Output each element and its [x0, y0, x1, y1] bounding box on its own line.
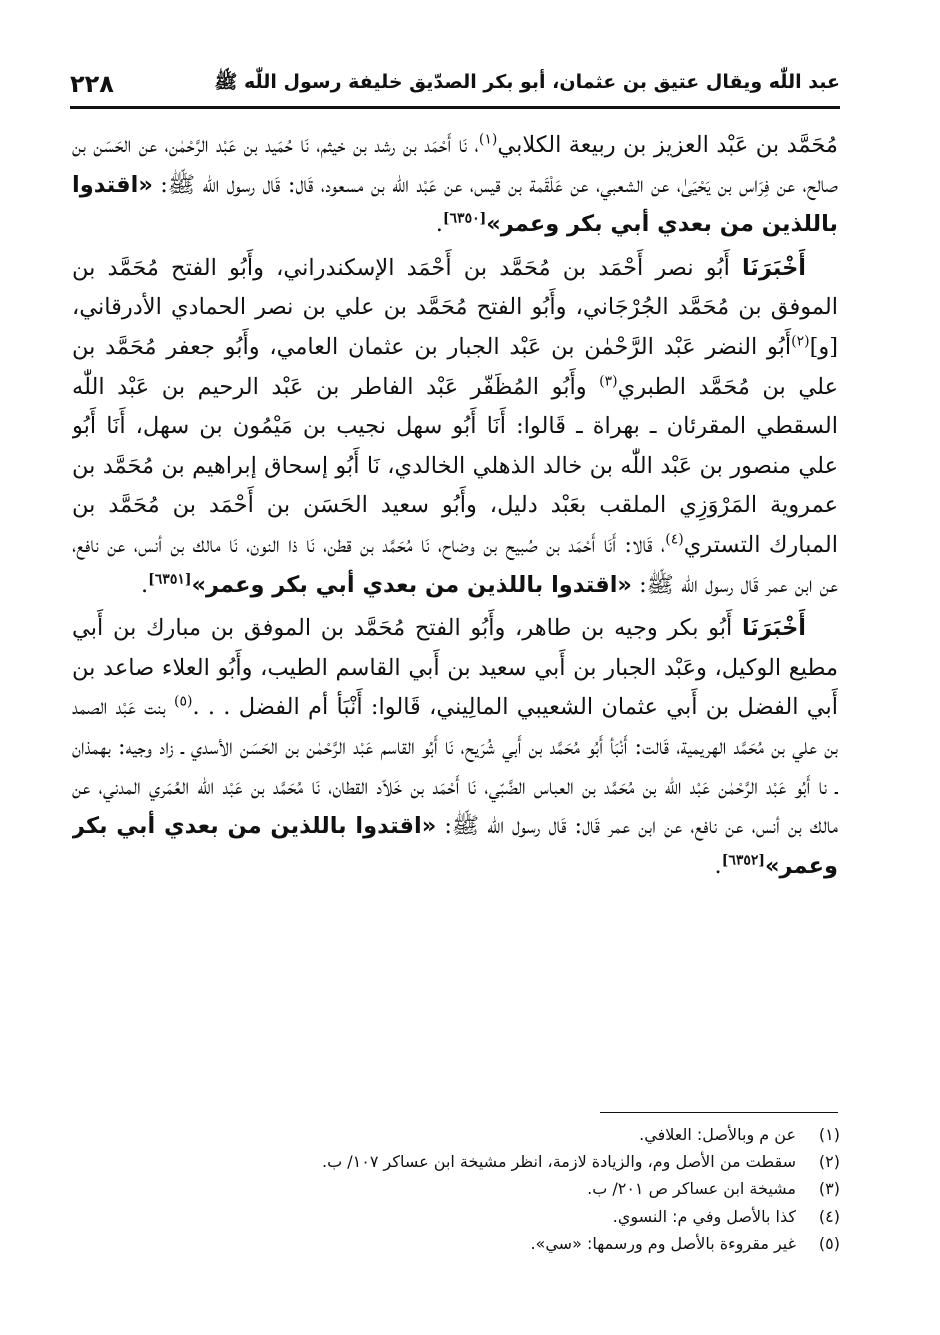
footnote-number: (٤) [818, 1206, 840, 1226]
footnote-number: (١) [818, 1125, 840, 1144]
text-run: ، قَالا: أَنَا أَحْمَد بن صُبيح بن وضاح، نَا مُحَمَّد بن قطن، نَا ذا النون، نَا مالك بن أنس، عن نافع، عن ابن عمر قَال رسول اللّٰه ﷺ: [72, 531, 838, 598]
text-run: أَبُو نصر أَحْمَد بن مُحَمَّد بن أَحْمَد الإسكندراني، وأَبُو الفتح مُحَمَّد بن الموفق بن مُحَمَّد الجُرْجَاني، وأَبُو الفتح مُحَمَّد بن علي بن نصر الحمادي الأدرقاني، [و] [72, 254, 838, 360]
akhbarana-keyword: أَخْبَرَنَا [741, 615, 806, 642]
text-run: مُحَمَّد بن عَبْد العزيز بن ربيعة الكلابي [497, 132, 838, 158]
hadith-quote: «اقتدوا باللذين من بعدي أبي بكر وعمر» [191, 571, 632, 598]
main-text [72, 126, 838, 1086]
text-run: . [435, 211, 443, 238]
paragraph [72, 249, 838, 605]
footnote-ref: (١) [478, 131, 498, 148]
hadith-number: [٦٣٥٠] [442, 210, 487, 227]
page-number: ٢٢٨ [70, 70, 114, 98]
text-run: . [714, 852, 722, 879]
paragraph [72, 126, 838, 245]
page-header [70, 64, 840, 104]
footnote-number: (٢) [818, 1152, 840, 1172]
hadith-number: [٦٣٥١] [148, 571, 192, 588]
hadith-number: [٦٣٥٢] [721, 852, 766, 869]
footnote-ref: (٣) [599, 373, 618, 390]
footnote-divider [600, 1112, 838, 1113]
footnote-text: مشيخة ابن عساكر ص ٢٠١/ ب. [587, 1179, 796, 1199]
text-run: بنت عَبْد الصمد بن علي بن مُحَمَّد الهريمية، قَالت: أَنْبَأ أَبُو مُحَمَّد بن أَبي شُرَيح، نَا أَبُو القاسم عَبْد الرَّحْمٰن بن الحَسَن الأسدي ـ زاد وجيه: بهمذان ـ نا أَبُو عَبْد الرَّحْمٰن عَبْد اللّٰه بن مُحَمَّد بن العباس الضَّبّي، نَا أَحْمَد بن خَلاّد القطان، نَا مُحَمَّد بن عَبْد اللّٰه العُمَري المدني، عن مالك بن أنس، عن نافع، عن ابن عمر قَال: قَال رسول اللّٰه ﷺ: [72, 694, 838, 840]
footnote-number: (٥) [818, 1233, 840, 1253]
footnote-ref: (٤) [665, 531, 684, 548]
footnote-ref: (٢) [791, 333, 810, 350]
running-title: عبد اللّٰه ويقال عتيق بن عثمان، أبو بكر الصدّيق خليفة رسول اللّٰه ﷺ [214, 71, 840, 93]
akhbarana-keyword: أَخْبَرَنَا [741, 254, 806, 281]
text-run: وأَبُو المُظَفّر عَبْد الفاطر بن عَبْد الرحيم بن عَبْد اللّٰه السقطي المقرئان ـ بهراة ـ قَالوا: أَنَا أَبُو سهل نجيب بن مَيْمُون بن سهل، أَنَا أَبُو علي منصور بن عَبْد اللّٰه بن خالد الذهلي الخالدي، نَا أَبُو إسحاق إبراهيم بن مُحَمَّد بن عمروية المَرْوَزِي الملقب بعَبْد دليل، وأَبُو سعيد الحَسَن بن أَحْمَد بن مُحَمَّد بن المبارك التستري [72, 373, 838, 558]
hadith-quote: «اقتدوا باللذين من بعدي أبي بكر وعمر» [72, 171, 838, 238]
footnote-ref: (٥) [174, 693, 193, 710]
paragraph [72, 609, 838, 886]
hadith-quote: «اقتدوا باللذين من بعدي أبي بكر وعمر» [72, 813, 838, 879]
footnote-text: عن م وبالأصل: العلافي. [639, 1125, 796, 1144]
header-divider [70, 106, 840, 109]
footnotes [230, 1121, 840, 1301]
text-run: أَبُو النضر عَبْد الرَّحْمٰن بن عَبْد الجبار بن عثمان العامي، وأَبُو جعفر مُحَمَّد بن علي بن مُحَمَّد الطبري [72, 333, 838, 400]
footnote [230, 1148, 840, 1175]
footnote-number: (٣) [818, 1179, 840, 1199]
footnote-text: كذا بالأصل وفي م: النسوي. [612, 1206, 796, 1226]
footnote [230, 1230, 840, 1257]
footnote [230, 1175, 840, 1202]
footnote-text: سقطت من الأصل وم، والزيادة لازمة، انظر مشيخة ابن عساكر ١٠٧/ ب. [322, 1152, 796, 1172]
footnote [230, 1203, 840, 1230]
text-run: ، نَا أَحْمَد بن رشد بن خيثم، نَا حُمَيد بن عَبْد الرَّحْمٰن، عن الحَسَن بن صالح، عن فِرَاس بن يَحْيَىٰ، عن الشعبي، عن عَلْقَمة بن قيس، عن عَبْد اللّٰه بن مسعود، قَال: قَال رسول اللّٰه ﷺ: [72, 132, 838, 198]
text-run: أَبُو بكر وجيه بن طاهر، وأَبُو الفتح مُحَمَّد بن الموفق بن مبارك بن أَبي مطيع الوكيل، وعَبْد الجبار بن أَبي سعيد بن أَبي القاسم الطيب، وأَبُو العلاء صاعد بن أَبي الفضل بن أَبي عثمان الشعيبي المالِيني، قَالوا: أَنْبَأ أم الفضل . . . [72, 615, 838, 721]
footnote-text: غير مقروءة بالأصل وم ورسمها: «سي». [530, 1233, 796, 1253]
footnote [230, 1121, 840, 1148]
text-run: . [141, 571, 149, 598]
